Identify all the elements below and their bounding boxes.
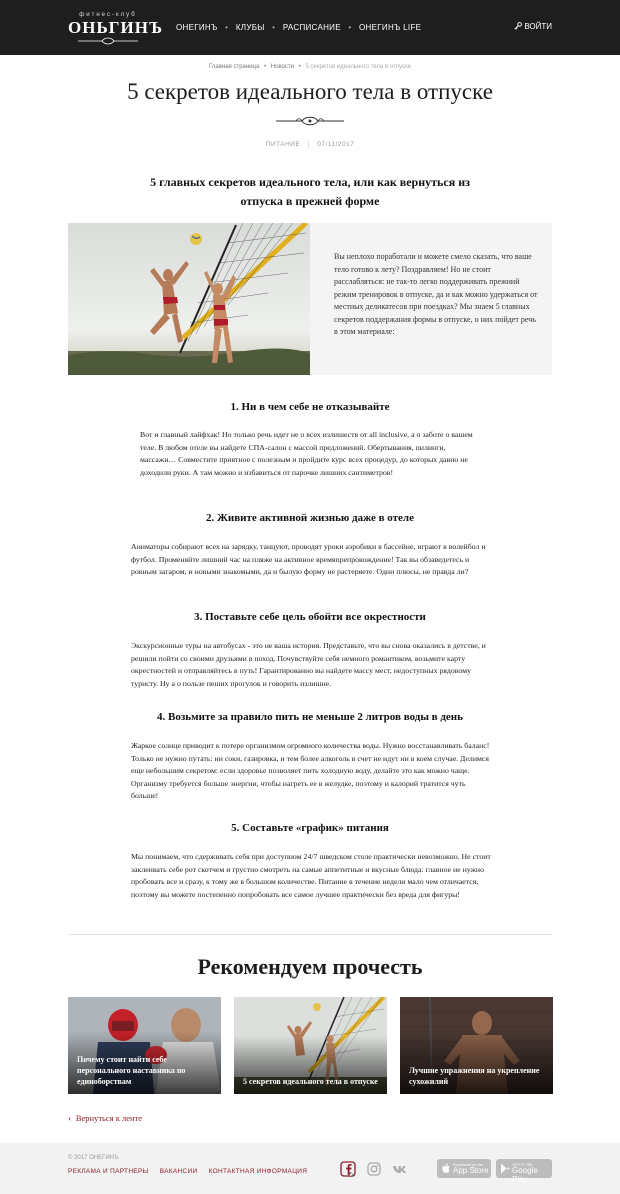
intro-text-box: Вы неплохо поработали и можете смело сказать, что ваше тело готово к лету? Поздравляем! Но не стоит расслабляться: не так-то легко поддерживать прежний режим тренировок в отпуске, да и как можно удержаться от местных деликатесов при поездках? Мы знаем 5 главных секретов поддержания формы в отпуске, о них пойдет речь в этом материале: [310, 223, 552, 375]
recommended-card[interactable] [400, 997, 553, 1094]
article-date: 07/11/2017 [317, 141, 355, 148]
copyright: © 2017 ОНЕГИНЪ [68, 1155, 119, 1161]
section-text: Вот и главный лайфхак! Но только речь идет не о всех излишеств от all inclusive, а о заботе о вашем теле. В любом отеле вы найдете СПА-салон с массой предложений. Обертывания, пилинги, массажи… Совместите приятное с полезным и пройдите курс всех процедур, до которых давно не доходили руки. А там можно и избавиться от парочке лишних сантиметров! [140, 430, 473, 477]
nav-item-schedule[interactable]: РАСПИСАНИЕ [282, 23, 341, 32]
article-subtitle: 5 главных секретов идеального тела, или как вернуться из отпуска в прежней форме [150, 175, 470, 208]
footer-link-contacts[interactable]: КОНТАКТНАЯ ИНФОРМАЦИЯ [208, 1168, 308, 1175]
article-category[interactable]: ПИТАНИЕ [266, 141, 310, 148]
site-header [0, 0, 620, 55]
logo-flourish-icon [68, 37, 148, 45]
section-heading: 3. Поставьте себе цель обойти все окрестности [194, 611, 426, 623]
vk-icon[interactable] [392, 1161, 408, 1177]
footer-links [68, 1168, 316, 1175]
page-title: 5 секретов идеального тела в отпуске [127, 79, 493, 104]
google-play-button[interactable] [496, 1159, 552, 1184]
breadcrumb-separator: • [264, 64, 267, 70]
section-heading: 4. Возьмите за правило пить не меньше 2 литров воды в день [157, 711, 463, 723]
app-store-small-label: Download on the [453, 1162, 484, 1167]
key-icon [514, 22, 522, 30]
section-heading: 5. Составьте «график» питания [231, 822, 389, 834]
google-play-icon [500, 1163, 510, 1174]
volleyball-photo [68, 223, 310, 375]
login-button[interactable] [514, 22, 552, 31]
footer-link-ads[interactable]: РЕКЛАМА И ПАРТНЕРЫ [68, 1168, 149, 1175]
card-title: 5 секретов идеального тела в отпуске [243, 1077, 378, 1086]
article-meta [0, 141, 620, 148]
breadcrumb-news[interactable]: Новости [270, 64, 295, 70]
card-title: Почему стоит найти себе персонального наставника по единоборствам [77, 1055, 186, 1086]
back-to-feed-link[interactable] [68, 1113, 142, 1123]
footer-link-jobs[interactable]: ВАКАНСИИ [159, 1168, 198, 1175]
logo-wordmark: ОНЬГИНЪ [68, 18, 163, 37]
recommended-title: Рекомендуем прочесть [197, 954, 423, 979]
instagram-icon[interactable] [366, 1161, 382, 1177]
main-nav [176, 23, 421, 32]
nav-separator: • [272, 23, 276, 32]
breadcrumb [0, 64, 620, 70]
section-text: Экскурсионные туры на автобусах - это не ваша история. Представьте, что вы снова оказались в детстве, и решили пойти со своими друзьями в поход. Почувствуйте себя немного романтиком, возьмите карту окрестностей и отправляйтесь в путь! Гарантированно вы найдете массу мест, недоступных рядовому туристу. Ну а о пользе пеших прогулок и говорить излишне. [131, 641, 486, 688]
content-divider [68, 934, 552, 935]
section-heading: 1. Ни в чем себе не отказывайте [230, 401, 390, 413]
recommended-card[interactable] [234, 997, 387, 1094]
card-title: Лучшие упражнения на укрепление сухожилий [409, 1066, 540, 1086]
section-heading: 2. Живите активной жизнью даже в отеле [206, 512, 414, 524]
google-play-small-label: GET IT ON [512, 1162, 532, 1167]
nav-item-clubs[interactable]: КЛУБЫ [235, 23, 265, 32]
section-text: Аниматоры собирают всех на зарядку, танцуют, проводят уроки аэробики в бассейне, играют в волейбол и футбол. Променяйте лишний час на пляже на активное времяпрепровождение! Так вы обзаведетесь и ровным загаром, и новыми знакомыми, да и былую форму не растеряете. Одни плюсы, не правда ли? [131, 542, 486, 577]
chevron-left-icon: ‹ [68, 1113, 71, 1123]
back-to-feed-label: Вернуться к ленте [75, 1113, 143, 1123]
google-play-label: Google Play [512, 1166, 538, 1184]
breadcrumb-home[interactable]: Главная страница [208, 64, 260, 70]
app-store-button[interactable] [437, 1159, 491, 1178]
nav-separator: • [225, 23, 229, 32]
nav-separator: • [348, 23, 352, 32]
section-text: Жаркое солнце приводит к потере организмом огромного количества воды. Нужно восстанавливать баланс! Только не нужно путать: ни соки, газировка, и тем более алкоголь в счет не идут ни в коем случае. Делимся еще небольшим секретом: если здоровье позволяет пить холодную воду, делайте это как можно чаще. Организму требуется больше энергии, чтобы нагреть ее в желудке, поэтому и калорий тратится чуть больше! [131, 741, 490, 801]
site-footer [0, 1143, 620, 1194]
login-label: ВОЙТИ [524, 22, 552, 31]
logo-tagline: фитнес-клуб [79, 12, 137, 18]
facebook-icon[interactable] [340, 1161, 356, 1177]
nav-item-onegin-life[interactable]: ОНЕГИНЪ LIFE [359, 23, 422, 32]
breadcrumb-current: 5 секретов идеального тела в отпуске [305, 64, 412, 70]
breadcrumb-separator: • [298, 64, 301, 70]
app-store-label: App Store [453, 1166, 489, 1175]
site-logo[interactable] [68, 11, 163, 45]
apple-icon [441, 1163, 451, 1174]
recommended-card[interactable] [68, 997, 221, 1094]
section-text: Мы понимаем, что сдерживать себя при доступном 24/7 шведском столе практически невозможно. Не стоит заклеивать себе рот скотчем и грустно смотреть на самые аппетитные и вкусные блюда: главное не нужно пробовать все и сразу, к тому же в большом количестве. Питание в течение недели мало чем отличается, поэтому вы можете постепенно попробовать все самое лучшее практически без вреда для фигуры! [131, 852, 491, 899]
nav-item-onegin[interactable]: ОНЕГИНЪ [176, 23, 218, 32]
title-flourish-icon [276, 115, 344, 127]
